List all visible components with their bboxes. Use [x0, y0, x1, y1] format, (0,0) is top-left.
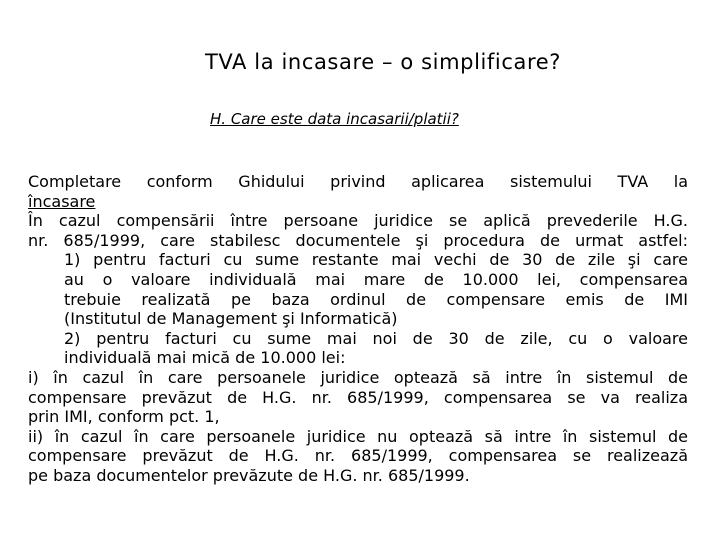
body-line: compensare prevăzut de H.G. nr. 685/1999, compensarea se realizează	[28, 446, 688, 466]
body-line: ii) în cazul în care persoanele juridice nu optează să intre în sistemul de	[28, 426, 688, 446]
body-line: Completare conform Ghidului privind aplicarea sistemului TVA la	[28, 172, 688, 191]
body-line: individuală mai mică de 10.000 lei:	[64, 348, 346, 368]
body-line-heading: încasare	[28, 191, 96, 211]
body-line: nr. 685/1999, care stabilesc documentele şi procedura de urmat astfel:	[28, 230, 688, 250]
body-line: 1) pentru facturi cu sume restante mai vechi de 30 de zile şi care	[64, 250, 688, 270]
body-line: pe baza documentelor prevăzute de H.G. nr. 685/1999.	[28, 465, 470, 485]
body-line: (Institutul de Management şi Informatică)	[64, 309, 398, 329]
slide-title: TVA la incasare – o simplificare?	[205, 50, 562, 74]
body-line: 2) pentru facturi cu sume mai noi de 30 de zile, cu o valoare	[64, 328, 688, 348]
body-line: compensare prevăzut de H.G. nr. 685/1999, compensarea se va realiza	[28, 387, 688, 407]
body-line: au o valoare individuală mai mare de 10.000 lei, compensarea	[64, 269, 688, 289]
slide-body	[28, 172, 688, 486]
body-line: trebuie realizată pe baza ordinul de compensare emis de IMI	[64, 289, 688, 309]
slide-subtitle: H. Care este data incasarii/platii?	[210, 110, 459, 128]
body-line: prin IMI, conform pct. 1,	[28, 407, 220, 427]
body-line: În cazul compensării între persoane juridice se aplică prevederile H.G.	[28, 211, 688, 231]
body-line: i) în cazul în care persoanele juridice optează să intre în sistemul de	[28, 367, 688, 387]
